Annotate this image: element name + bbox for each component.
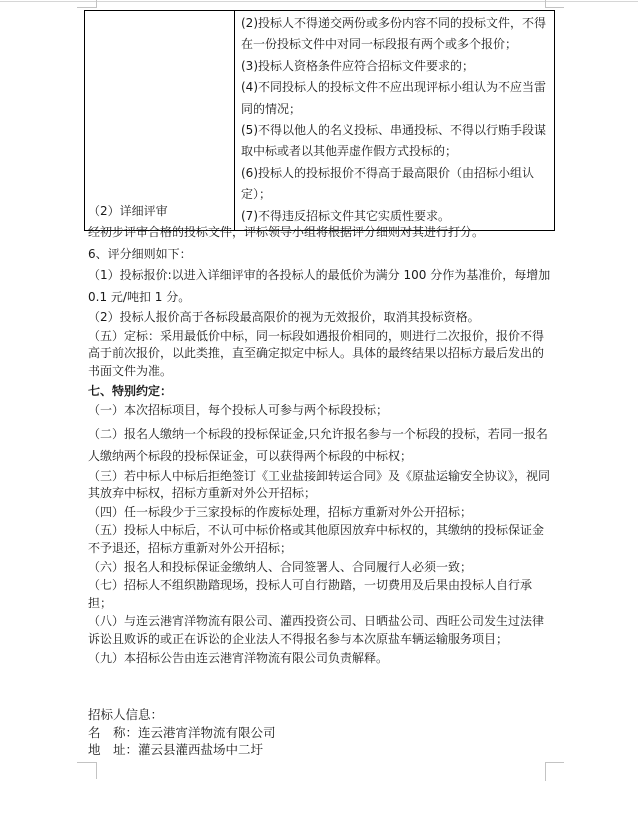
special-term-item: （三）若中标人中标后拒绝签订《工业盐接卸转运合同》及《原盐运输安全协议》，视同其放弃中标权，招标方重新对外公开招标；: [88, 468, 551, 501]
document-body: [88, 201, 554, 667]
scoring-rules-title: 6、评分细则如下：: [88, 246, 192, 261]
special-term-item: （九）本招标公告由连云港宵洋物流有限公司负责解释。: [88, 650, 389, 665]
special-term-item: （一）本次招标项目，每个投标人可参与两个标段投标；: [88, 403, 389, 417]
table-cell-criteria: [235, 11, 555, 231]
special-terms-title: 七、特别约定：: [88, 384, 173, 399]
special-term-item: （四）任一标段少于三家投标的作废标处理，招标方重新对外公开招标；: [88, 504, 473, 519]
tenderer-info-block: [88, 706, 554, 759]
text-boundary-mark-bottom-left: [77, 762, 97, 779]
special-term-item: （七）招标人不组织勘踏现场，投标人可自行勘踏，一切费用及后果由投标人自行承担；: [88, 578, 533, 610]
tenderer-name-line: 名 称：连云港宵洋物流有限公司: [88, 724, 276, 740]
text-boundary-mark-bottom-right: [545, 762, 564, 781]
table-cell-left-empty: [85, 11, 235, 231]
special-term-item: （二）报名人缴纳一个标段的投标保证金,只允许报名参与一个标段的投标，若同一报名人缴纳两个标段的投标保证金，可以获得两个标段的中标权；: [88, 426, 548, 463]
criteria-item: (2)投标人不得递交两份或多份内容不同的投标文件，不得在一份投标文件中对同一标段报有两个或多个报价；: [241, 16, 547, 52]
award-rule: （五）定标：采用最低价中标，同一标段如遇报价相同的，则进行二次报价，报价不得高于前次报价，以此类推，直至确定拟定中标人。具体的最终结果以招标方最后发出的书面文件为准。: [88, 328, 545, 378]
criteria-item: (6)投标人的投标报价不得高于最高限价（由招标小组认定）；: [241, 165, 535, 202]
criteria-item: (5)不得以他人的名义投标、串通投标、不得以行贿手段谋取中标或者以其他弄虚作假方式投标的；: [241, 123, 547, 159]
criteria-item: (3)投标人资格条件应符合招标文件要求的；: [241, 58, 474, 73]
scoring-rule: （1）投标报价:以进入详细评审的各投标人的最低价为满分 100 分作为基准价，每增加 0.1 元/吨扣 1 分。: [88, 268, 551, 304]
tenderer-address-line: 地 址：灌云县灌西盐场中二圩: [88, 742, 264, 758]
tenderer-info-title: 招标人信息：: [88, 707, 164, 722]
table-row: [85, 11, 555, 231]
criteria-item: (4)不同投标人的投标文件不应出现评标小组认为不应当雷同的情况；: [241, 80, 547, 116]
rules-and-terms-section: [88, 309, 554, 667]
special-term-item: （六）报名人和投标保证金缴纳人、合同签署人、合同履行人必须一致；: [88, 559, 473, 574]
evaluation-criteria-table: [84, 10, 555, 231]
detail-review-title: （2）详细评审: [88, 204, 168, 218]
text-boundary-mark-top-left: [77, 0, 97, 8]
special-term-item: （五）投标人中标后，不认可中标价格或其他原因放弃中标权的，其缴纳的投标保证金不予退还，招标方重新对外公开招标；: [88, 523, 545, 555]
special-term-item: （八）与连云港宵洋物流有限公司、灌西投资公司、日晒盐公司、西旺公司发生过法律诉讼且败诉的或正在诉讼的企业法人不得报名参与本次原盐车辆运输服务项目；: [88, 614, 545, 646]
review-section: [88, 201, 554, 308]
text-boundary-mark-top-right: [545, 0, 564, 8]
criteria-item: (7)不得违反招标文件其它实质性要求。: [241, 208, 450, 223]
scoring-rule: （2）投标人报价高于各标段最高限价的视为无效报价，取消其投标资格。: [88, 310, 480, 325]
detail-review-desc: 经初步评审合格的投标文件，评标领导小组将根据评分细则对其进行打分。: [88, 225, 485, 240]
